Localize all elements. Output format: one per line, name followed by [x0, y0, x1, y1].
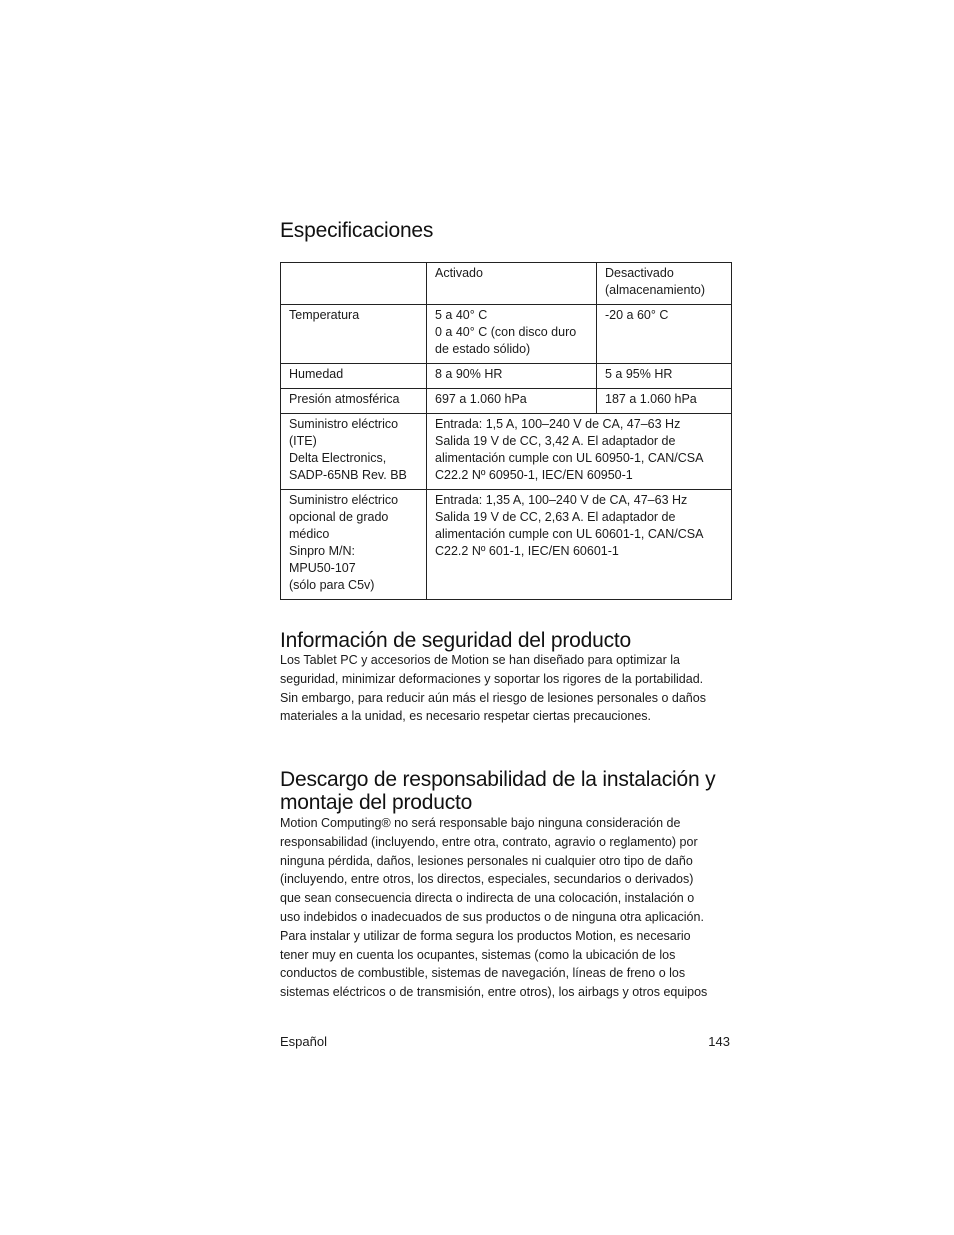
cell-line: (sólo para C5v) — [289, 578, 375, 592]
paragraph-line: conductos de combustible, sistemas de navegación, líneas de freno o los — [280, 966, 686, 981]
cell-line: 8 a 90% HR — [435, 367, 503, 381]
safety-paragraph — [280, 651, 732, 726]
row-label-cell — [281, 364, 427, 389]
activated-cell — [427, 364, 597, 389]
table-header-cell: Activado — [427, 263, 597, 305]
cell-line: Delta Electronics, — [289, 451, 387, 465]
table-row-humidity — [281, 364, 732, 389]
row-label-cell — [281, 389, 427, 414]
deactivated-cell — [597, 305, 732, 364]
paragraph-line: Sin embargo, para reducir aún más el riesgo de lesiones personales o daños — [280, 690, 706, 705]
merged-value-cell — [427, 414, 732, 490]
cell-line: Humedad — [289, 367, 344, 381]
cell-line: alimentación cumple con UL 60601-1, CAN/CSA — [435, 527, 704, 541]
cell-line: C22.2 Nº 601-1, IEC/EN 60601-1 — [435, 544, 619, 558]
cell-line: opcional de grado — [289, 510, 389, 524]
deactivated-cell — [597, 364, 732, 389]
paragraph-line: seguridad, minimizar deformaciones y soportar los rigores de la portabilidad. — [280, 671, 704, 686]
paragraph-line: responsabilidad (incluyendo, entre otra, contrato, agravio o reglamento) por — [280, 834, 698, 849]
row-label-cell — [281, 490, 427, 600]
row-label-cell — [281, 305, 427, 364]
paragraph-line: Para instalar y utilizar de forma segura los productos Motion, es necesario — [280, 928, 691, 943]
title-line: montaje del producto — [280, 790, 473, 814]
paragraph-line: que sean consecuencia directa o indirecta de una colocación, instalación o — [280, 891, 695, 906]
table-row-pressure — [281, 389, 732, 414]
paragraph-line: tener muy en cuenta los ocupantes, sistemas (como la ubicación de los — [280, 947, 676, 962]
table-header-cell — [281, 263, 427, 305]
paragraph-line: uso indebidos o inadecuados de sus productos o de ninguna otra aplicación. — [280, 909, 704, 924]
cell-line: Entrada: 1,5 A, 100–240 V de CA, 47–63 Hz — [435, 417, 681, 431]
paragraph-line: Los Tablet PC y accesorios de Motion se han diseñado para optimizar la — [280, 653, 680, 667]
cell-line: alimentación cumple con UL 60950-1, CAN/CSA — [435, 451, 704, 465]
section-title-disclaimer — [280, 769, 715, 814]
paragraph-line: materiales a la unidad, es necesario respetar ciertas precauciones. — [280, 709, 652, 724]
table-row-power-supply-ite — [281, 414, 732, 490]
row-label-cell — [281, 414, 427, 490]
deactivated-cell — [597, 389, 732, 414]
paragraph-line: Motion Computing® no será responsable bajo ninguna consideración de — [280, 816, 681, 830]
cell-line: 5 a 40° C — [435, 308, 488, 322]
cell-line: SADP-65NB Rev. BB — [289, 468, 407, 482]
merged-value-cell — [427, 490, 732, 600]
cell-line: médico — [289, 527, 330, 541]
activated-cell — [427, 389, 597, 414]
section-title-specifications: Especificaciones — [280, 219, 434, 242]
table-row-power-supply-medical — [281, 490, 732, 600]
cell-line: Sinpro M/N: — [289, 544, 355, 558]
cell-line: 0 a 40° C (con disco duro de estado sólido) — [435, 325, 577, 356]
title-line: Descargo de responsabilidad de la instalación y — [280, 768, 716, 791]
paragraph-line: sistemas eléctricos o de transmisión, entre otros), los airbags y otros equipos — [280, 985, 708, 1000]
cell-line: Temperatura — [289, 308, 360, 322]
footer-language: Español — [280, 1034, 327, 1049]
cell-line: 697 a 1.060 hPa — [435, 392, 527, 406]
table-row-temperature — [281, 305, 732, 364]
cell-line: Salida 19 V de CC, 3,42 A. El adaptador de — [435, 434, 676, 448]
cell-line: Suministro eléctrico — [289, 493, 399, 507]
cell-line: Presión atmosférica — [289, 392, 400, 406]
cell-line: 187 a 1.060 hPa — [605, 392, 697, 406]
cell-line: Entrada: 1,35 A, 100–240 V de CA, 47–63 Hz — [435, 493, 688, 507]
cell-line: C22.2 Nº 60950-1, IEC/EN 60950-1 — [435, 468, 633, 482]
cell-line: 5 a 95% HR — [605, 367, 673, 381]
paragraph-line: ninguna pérdida, daños, lesiones personales ni cualquier otro tipo de daño — [280, 853, 693, 868]
cell-line: -20 a 60° C — [605, 308, 669, 322]
cell-line: Suministro eléctrico — [289, 417, 399, 431]
disclaimer-paragraph — [280, 814, 732, 1002]
cell-line: Salida 19 V de CC, 2,63 A. El adaptador de — [435, 510, 676, 524]
activated-cell — [427, 305, 597, 364]
section-title-safety: Información de seguridad del producto — [280, 629, 631, 652]
table-header-row — [281, 263, 732, 305]
table-header-cell: Desactivado (almacenamiento) — [597, 263, 732, 305]
specifications-table — [280, 262, 732, 600]
paragraph-line: (incluyendo, entre otros, los directos, especiales, secundarios o derivados) — [280, 872, 694, 887]
cell-line: MPU50-107 — [289, 561, 356, 575]
page-number: 143 — [708, 1034, 730, 1049]
cell-line: (ITE) — [289, 434, 317, 448]
